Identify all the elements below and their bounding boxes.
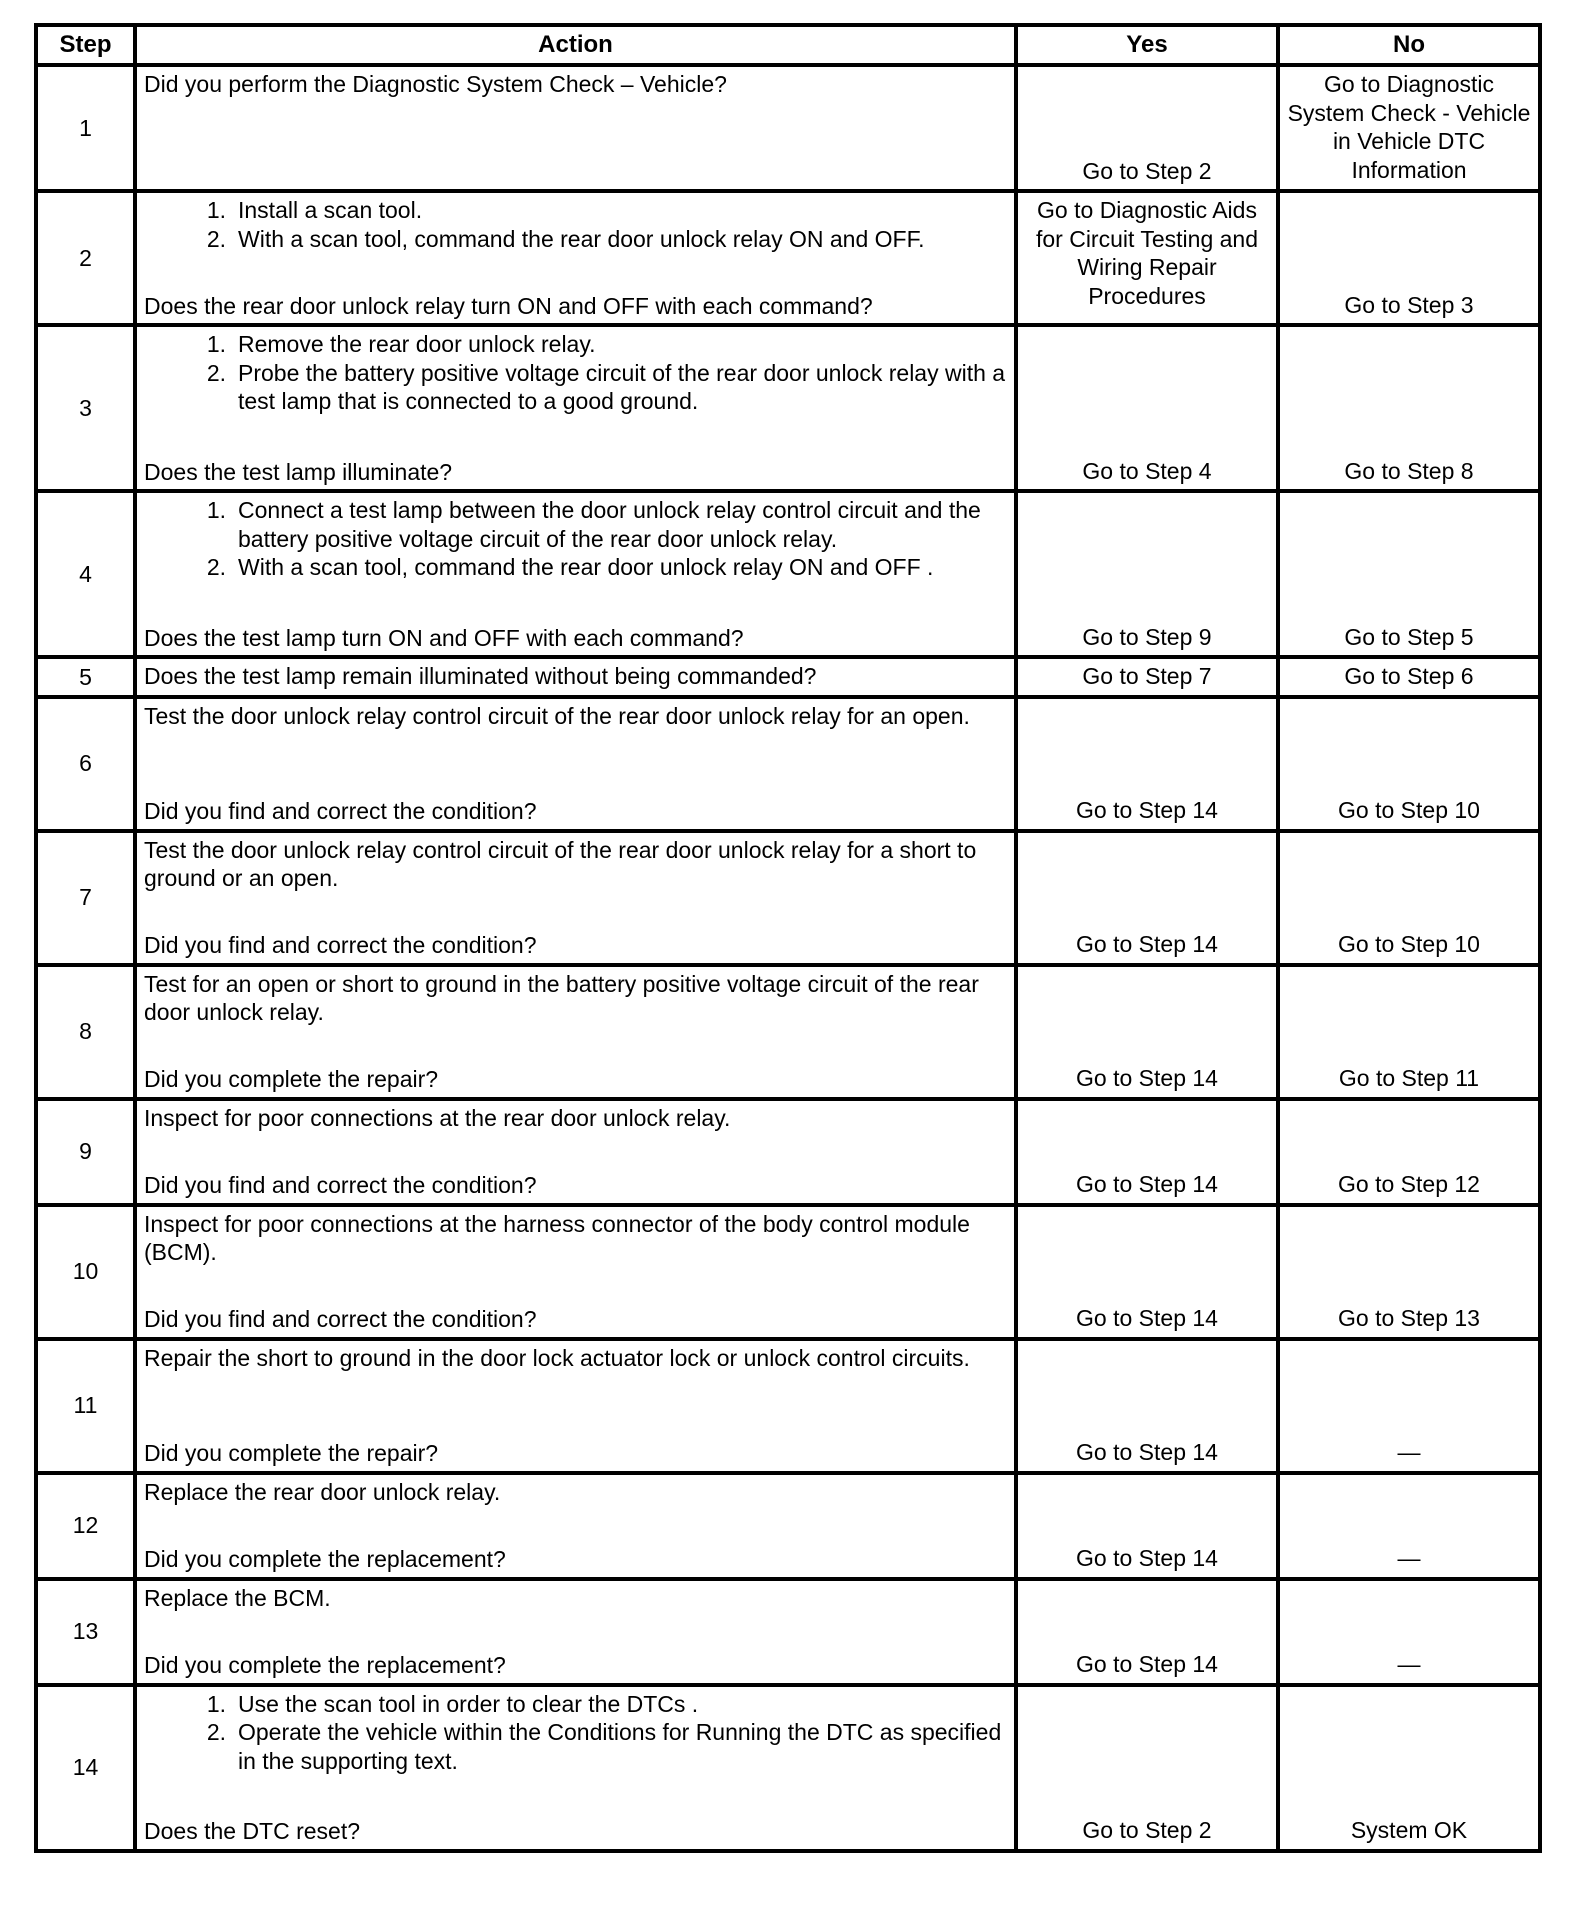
table-row	[36, 325, 1540, 491]
step-number: 6	[36, 697, 135, 831]
yes-result: Go to Step 9	[1016, 491, 1278, 657]
action-step-item	[144, 496, 1008, 553]
action-question: Did you complete the repair?	[144, 1440, 439, 1466]
table-row	[36, 697, 1540, 831]
action-question: Does the test lamp illuminate?	[144, 458, 453, 485]
action-question: Did you complete the replacement?	[144, 1652, 506, 1678]
action-text: Test the door unlock relay control circuit of the rear door unlock relay for an open.	[144, 702, 970, 729]
action-steps-list	[144, 330, 1008, 416]
action-step-text: Probe the battery positive voltage circuit of the rear door unlock relay with a test lamp that is connected to a good ground.	[238, 359, 1006, 414]
yes-result: Go to Step 14	[1016, 831, 1278, 965]
yes-result: Go to Step 2	[1016, 65, 1278, 191]
action-text: Replace the BCM.	[144, 1584, 331, 1611]
action-text: Did you perform the Diagnostic System Check – Vehicle?	[144, 71, 727, 97]
action-text: Replace the rear door unlock relay.	[144, 1478, 501, 1505]
action-cell	[135, 1099, 1016, 1205]
action-step-text: Install a scan tool.	[238, 197, 423, 223]
action-question: Does the rear door unlock relay turn ON and OFF with each command?	[144, 292, 873, 319]
yes-result: Go to Step 14	[1016, 697, 1278, 831]
yes-result: Go to Diagnostic Aids for Circuit Testing and Wiring Repair Procedures	[1016, 191, 1278, 325]
step-number: 10	[36, 1205, 135, 1339]
action-cell	[135, 1473, 1016, 1579]
action-step-text: Remove the rear door unlock relay.	[238, 331, 596, 357]
action-cell	[135, 965, 1016, 1099]
no-result: Go to Step 5	[1278, 491, 1540, 657]
yes-result: Go to Step 2	[1016, 1685, 1278, 1851]
action-step-item	[144, 1718, 1008, 1775]
action-step-text: With a scan tool, command the rear door unlock relay ON and OFF.	[238, 225, 925, 252]
action-cell	[135, 657, 1016, 697]
action-text: Does the test lamp remain illuminated without being commanded?	[144, 663, 817, 689]
yes-result: Go to Step 14	[1016, 1205, 1278, 1339]
action-step-number: 1.	[206, 331, 226, 357]
action-cell	[135, 1339, 1016, 1473]
step-number: 5	[36, 657, 135, 697]
table-row	[36, 1205, 1540, 1339]
step-number: 1	[36, 65, 135, 191]
no-result: —	[1278, 1473, 1540, 1579]
diagnostic-table	[34, 23, 1542, 1853]
action-question: Did you find and correct the condition?	[144, 932, 537, 958]
header-no: No	[1278, 25, 1540, 65]
action-step-item	[144, 359, 1008, 416]
action-text: Inspect for poor connections at the rear door unlock relay.	[144, 1104, 731, 1131]
no-result: Go to Step 10	[1278, 831, 1540, 965]
action-step-text: Operate the vehicle within the Conditions for Running the DTC as specified in the supporting text.	[238, 1719, 1002, 1774]
header-action: Action	[135, 25, 1016, 65]
action-steps-list	[144, 1690, 1008, 1776]
action-steps-list	[144, 496, 1008, 582]
action-text: Test for an open or short to ground in the battery positive voltage circuit of the rear door unlock relay.	[144, 970, 979, 1025]
action-question: Did you find and correct the condition?	[144, 1306, 537, 1332]
no-result: System OK	[1278, 1685, 1540, 1851]
step-number: 4	[36, 491, 135, 657]
action-step-item	[144, 1690, 1008, 1719]
action-cell	[135, 1579, 1016, 1685]
step-number: 7	[36, 831, 135, 965]
action-step-item	[144, 196, 1008, 225]
yes-result: Go to Step 14	[1016, 1339, 1278, 1473]
action-question: Does the test lamp turn ON and OFF with each command?	[144, 624, 744, 651]
action-question: Did you complete the repair?	[144, 1066, 439, 1092]
action-question: Does the DTC reset?	[144, 1818, 361, 1844]
action-step-item	[144, 225, 1008, 254]
action-step-item	[144, 330, 1008, 359]
action-cell	[135, 831, 1016, 965]
step-number: 14	[36, 1685, 135, 1851]
header-yes: Yes	[1016, 25, 1278, 65]
action-cell	[135, 697, 1016, 831]
table-row	[36, 1685, 1540, 1851]
action-step-number: 1.	[206, 497, 226, 523]
step-number: 11	[36, 1339, 135, 1473]
table-row	[36, 1473, 1540, 1579]
action-steps-list	[144, 196, 1008, 253]
action-cell	[135, 65, 1016, 191]
yes-result: Go to Step 14	[1016, 1579, 1278, 1685]
action-cell	[135, 1685, 1016, 1851]
action-step-text: Use the scan tool in order to clear the DTCs .	[238, 1690, 699, 1717]
yes-result: Go to Step 14	[1016, 1473, 1278, 1579]
table-row	[36, 1099, 1540, 1205]
table-row	[36, 831, 1540, 965]
table-row	[36, 1339, 1540, 1473]
yes-result: Go to Step 4	[1016, 325, 1278, 491]
action-question: Did you find and correct the condition?	[144, 1172, 537, 1198]
no-result: Go to Step 10	[1278, 697, 1540, 831]
no-result: —	[1278, 1339, 1540, 1473]
no-result: Go to Step 6	[1278, 657, 1540, 697]
no-result: Go to Step 11	[1278, 965, 1540, 1099]
step-number: 3	[36, 325, 135, 491]
step-number: 2	[36, 191, 135, 325]
action-cell	[135, 1205, 1016, 1339]
no-result: —	[1278, 1579, 1540, 1685]
action-question: Did you find and correct the condition?	[144, 798, 537, 824]
table-row	[36, 491, 1540, 657]
table-row	[36, 191, 1540, 325]
action-step-number: 2.	[206, 1719, 226, 1745]
header-step: Step	[36, 25, 135, 65]
table-row	[36, 965, 1540, 1099]
no-result: Go to Diagnostic System Check - Vehicle in Vehicle DTC Information	[1278, 65, 1540, 191]
yes-result: Go to Step 14	[1016, 965, 1278, 1099]
yes-result: Go to Step 14	[1016, 1099, 1278, 1205]
step-number: 12	[36, 1473, 135, 1579]
action-text: Inspect for poor connections at the harness connector of the body control module (BCM).	[144, 1210, 970, 1265]
action-step-number: 2.	[206, 554, 226, 580]
action-text: Test the door unlock relay control circuit of the rear door unlock relay for a short to ground or an open.	[144, 836, 977, 891]
action-step-number: 1.	[206, 197, 226, 223]
action-cell	[135, 491, 1016, 657]
yes-result: Go to Step 7	[1016, 657, 1278, 697]
action-step-text: With a scan tool, command the rear door unlock relay ON and OFF .	[238, 554, 934, 580]
action-cell	[135, 325, 1016, 491]
action-step-number: 2.	[206, 225, 226, 252]
no-result: Go to Step 13	[1278, 1205, 1540, 1339]
action-step-number: 1.	[206, 1690, 226, 1717]
step-number: 8	[36, 965, 135, 1099]
step-number: 9	[36, 1099, 135, 1205]
step-number: 13	[36, 1579, 135, 1685]
action-step-text: Connect a test lamp between the door unlock relay control circuit and the battery positive voltage circuit of the rear door unlock relay.	[238, 497, 981, 552]
table-row	[36, 657, 1540, 697]
no-result: Go to Step 3	[1278, 191, 1540, 325]
header-row	[36, 25, 1540, 65]
action-step-item	[144, 553, 1008, 582]
action-question: Did you complete the replacement?	[144, 1546, 506, 1572]
action-step-number: 2.	[206, 359, 226, 386]
no-result: Go to Step 12	[1278, 1099, 1540, 1205]
table-row	[36, 65, 1540, 191]
action-text: Repair the short to ground in the door lock actuator lock or unlock control circuits.	[144, 1344, 970, 1371]
action-cell	[135, 191, 1016, 325]
table-row	[36, 1579, 1540, 1685]
no-result: Go to Step 8	[1278, 325, 1540, 491]
